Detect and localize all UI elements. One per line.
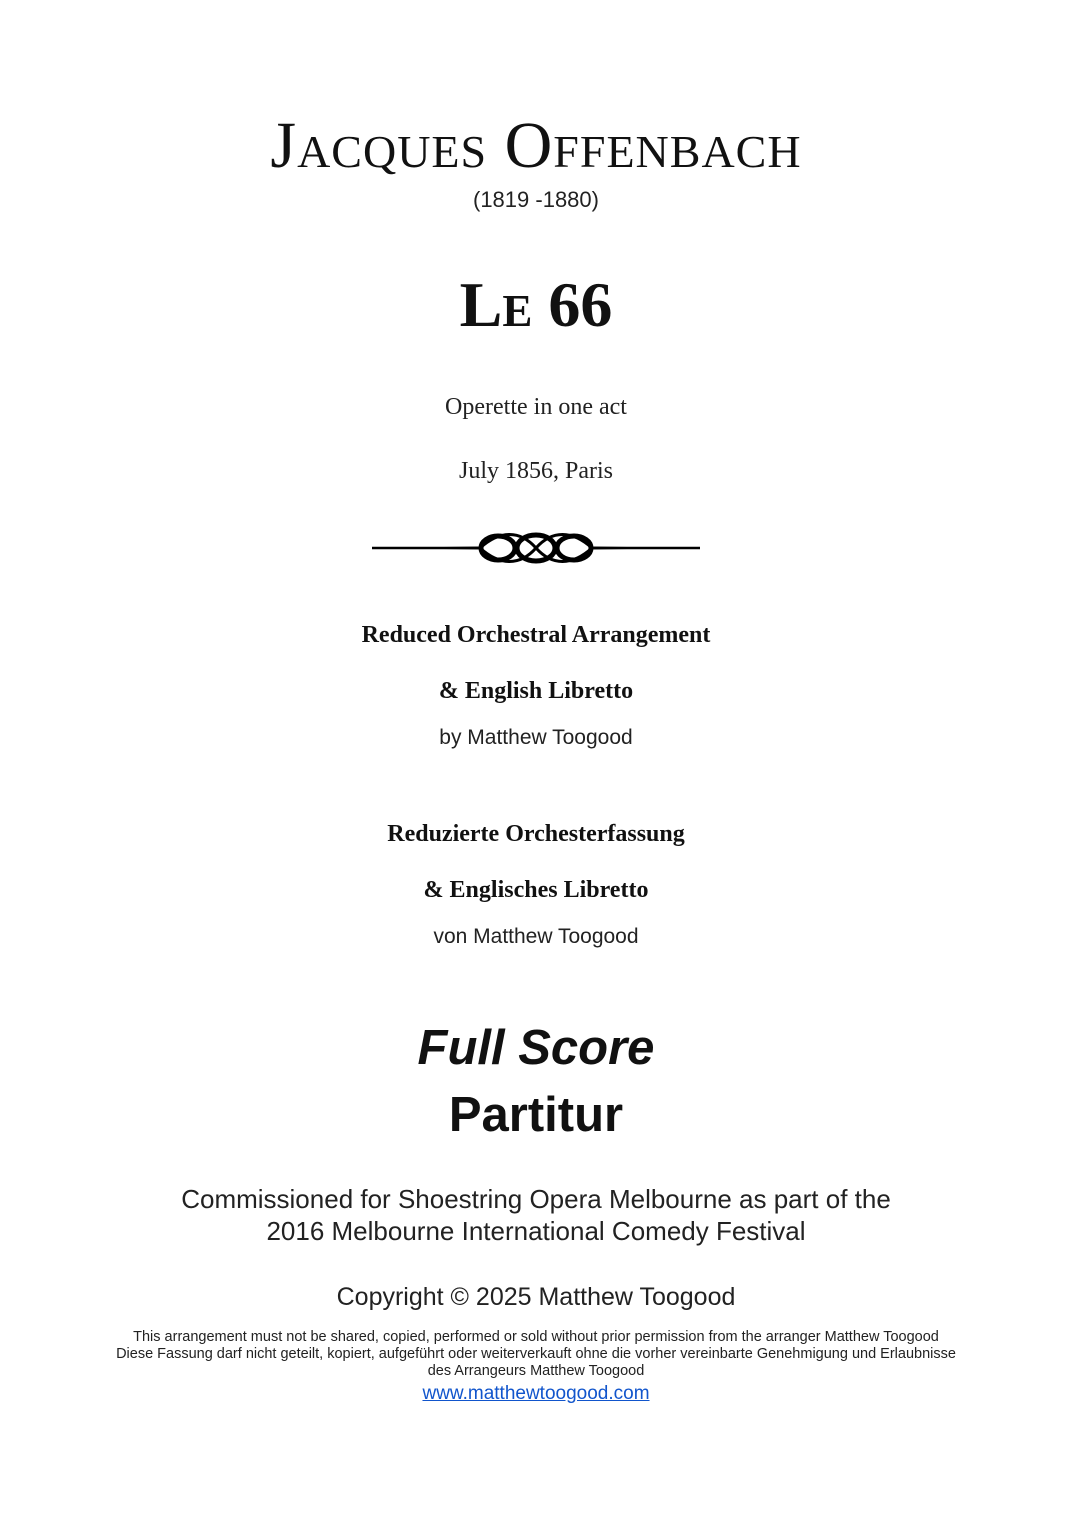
- arrangement-title-de: Reduzierte Orchesterfassung: [387, 821, 685, 847]
- premiere-info: July 1856, Paris: [458, 458, 613, 484]
- notice-line-2: Diese Fassung darf nicht geteilt, kopiert, aufgeführt oder weiterverkauft ohne die vorher vereinbarte Genehmigung und Erlaubnisse: [116, 1346, 956, 1362]
- permission-notice: [0, 1329, 1072, 1380]
- commission-line-1: Commissioned for Shoestring Opera Melbourne as part of the: [181, 1184, 891, 1214]
- arranger-credit-en: by Matthew Toogood: [439, 726, 633, 749]
- work-subtitle: Operette in one act: [445, 394, 627, 420]
- commission-note: [0, 1183, 1072, 1247]
- commission-line-2: 2016 Melbourne International Comedy Festival: [266, 1216, 806, 1246]
- score-type-en: Full Score: [417, 1021, 655, 1075]
- score-type-de: Partitur: [448, 1088, 624, 1142]
- composer-dates: (1819 -1880): [473, 187, 599, 212]
- libretto-title-de: & Englisches Libretto: [423, 877, 649, 903]
- arranger-credit-de: von Matthew Toogood: [433, 925, 639, 948]
- arrangement-title-en: Reduced Orchestral Arrangement: [361, 622, 711, 648]
- work-title: Le 66: [459, 269, 613, 340]
- notice-line-3: des Arrangeurs Matthew Toogood: [427, 1363, 645, 1379]
- libretto-title-en: & English Libretto: [438, 678, 634, 704]
- copyright-line: Copyright © 2025 Matthew Toogood: [336, 1283, 736, 1311]
- website: [0, 1382, 1072, 1406]
- website-link[interactable]: www.matthewtoogood.com: [422, 1383, 650, 1404]
- composer-name: Jacques Offenbach: [270, 109, 802, 182]
- notice-line-1: This arrangement must not be shared, copied, performed or sold without prior permission from the arranger Matthew Toogood: [133, 1329, 939, 1345]
- decorative-knot-divider-icon: [370, 524, 702, 572]
